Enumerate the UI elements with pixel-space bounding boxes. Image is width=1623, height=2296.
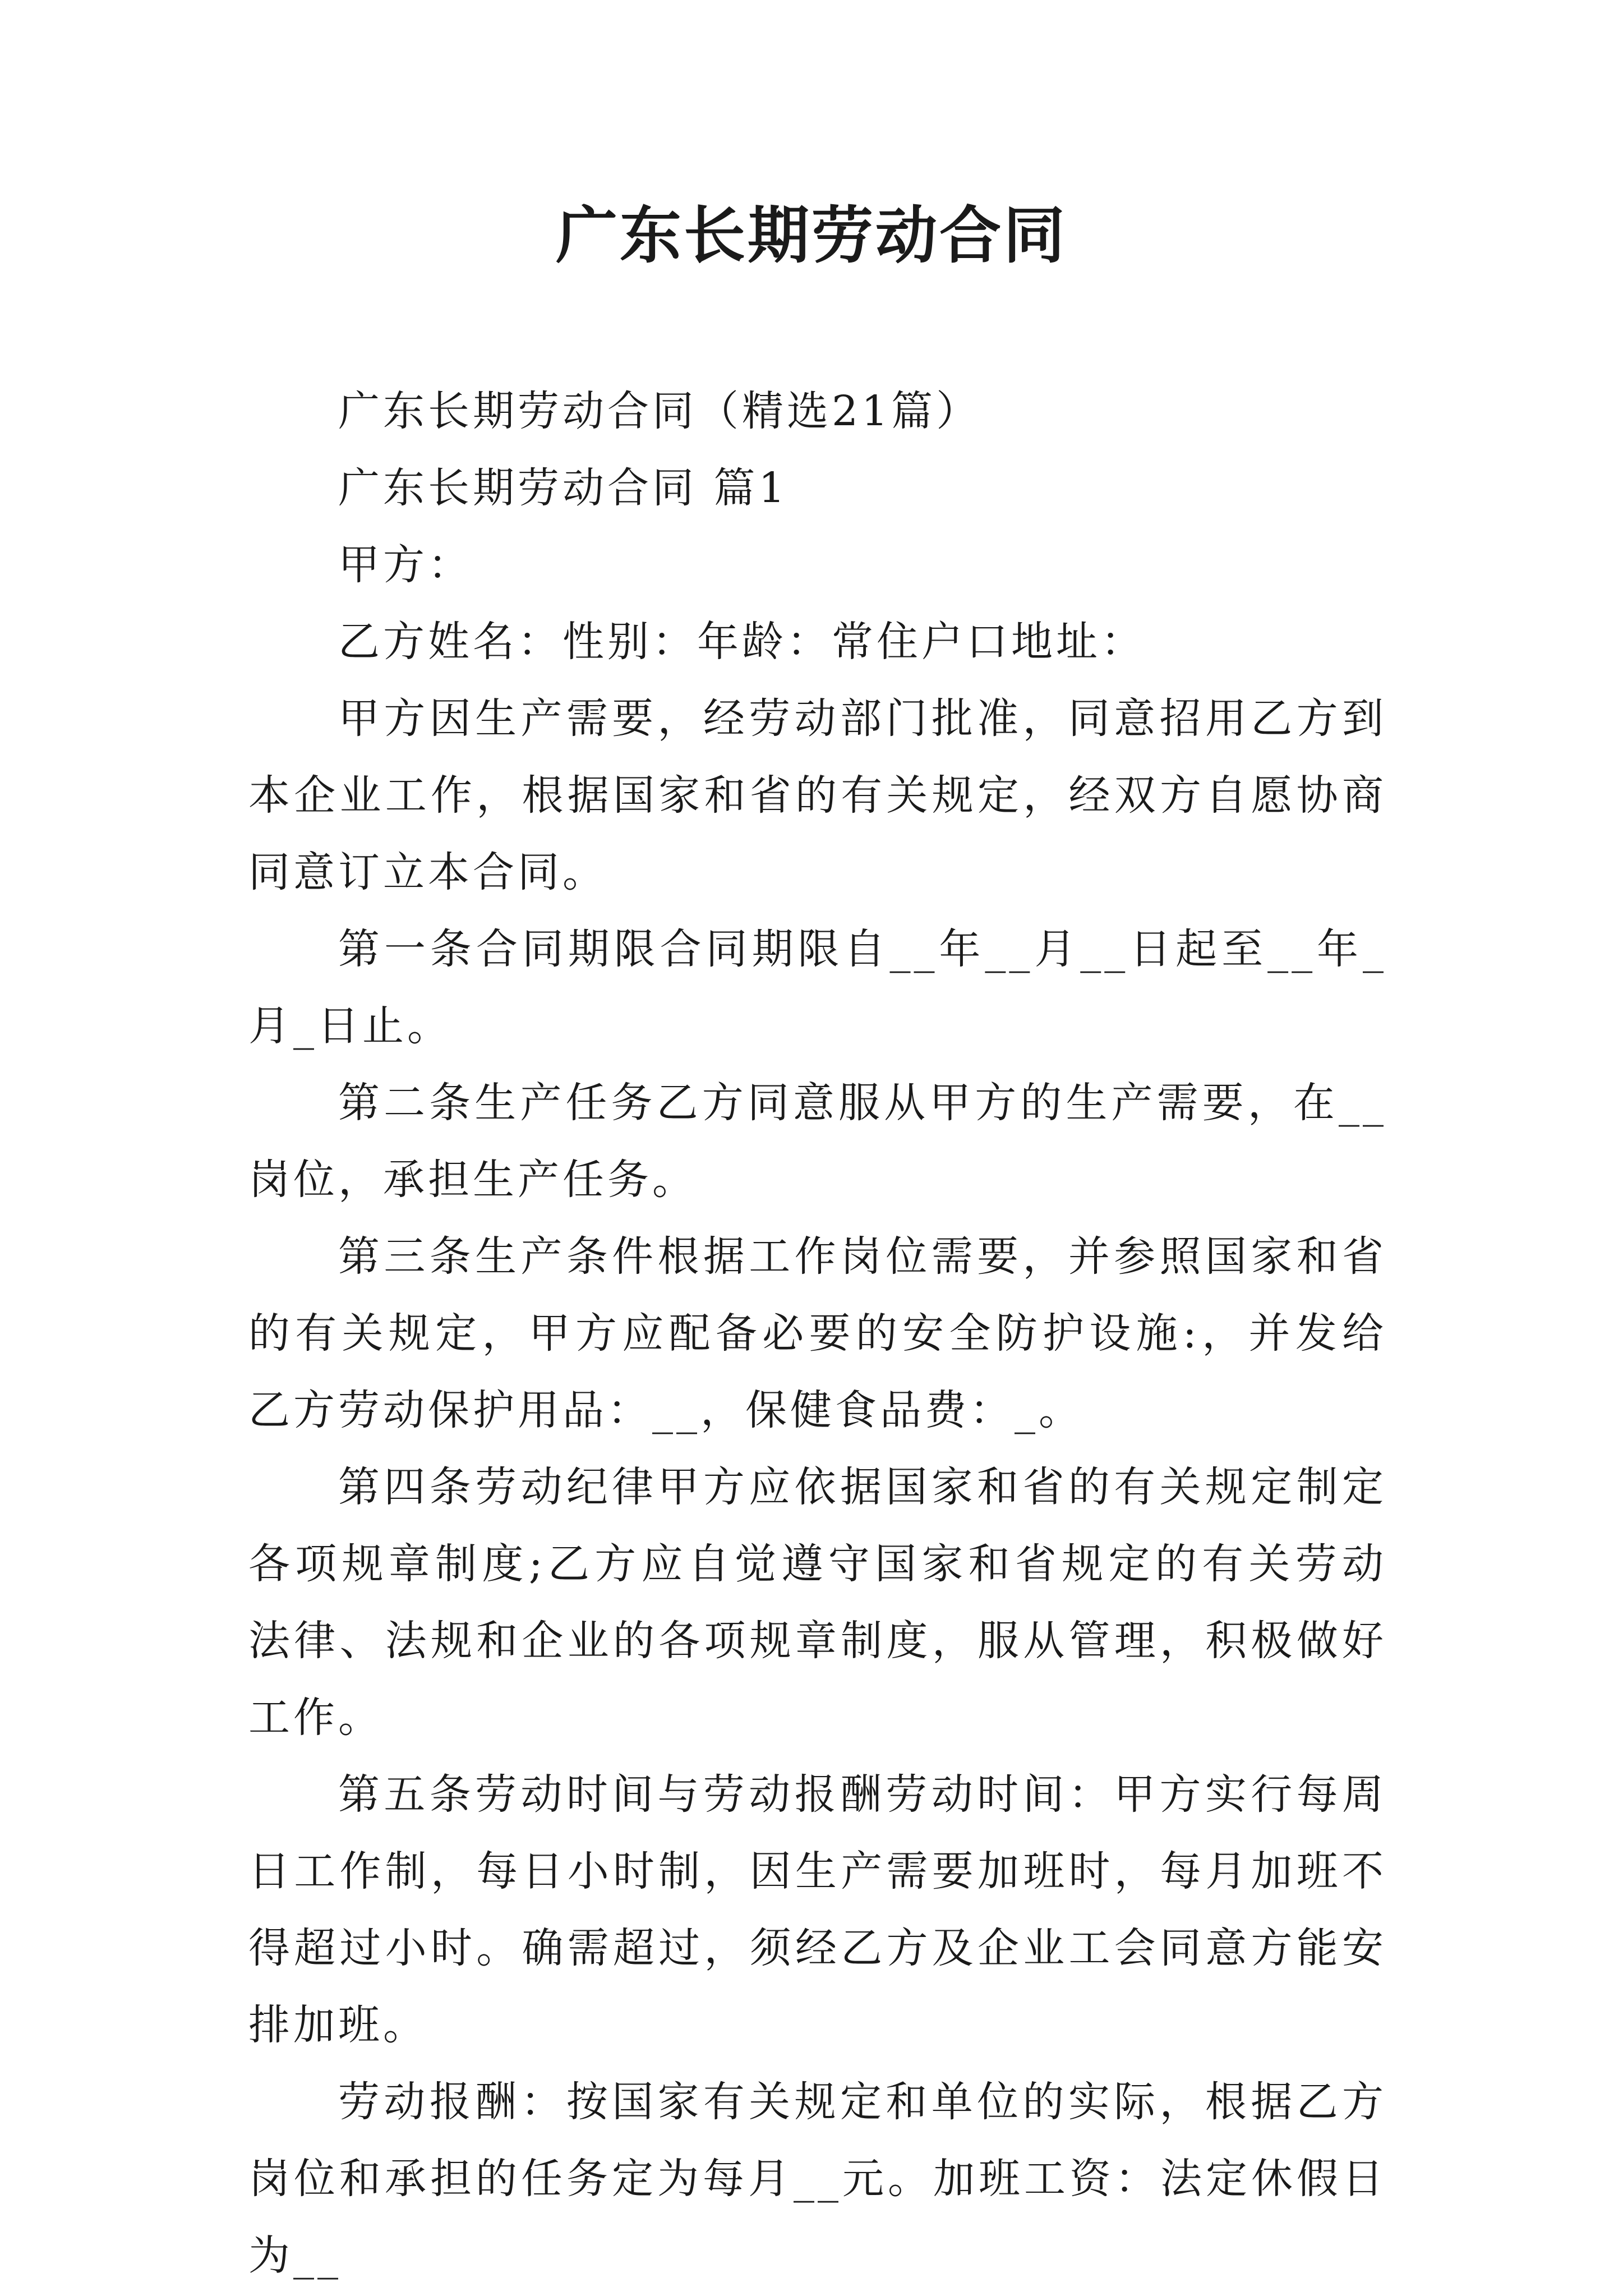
document-body (248, 373, 1387, 2294)
paragraph: 甲方因生产需要，经劳动部门批准，同意招用乙方到本企业工作，根据国家和省的有关规定，经双方自愿协商同意订立本合同。 (248, 694, 1387, 896)
paragraph: 第二条生产任务乙方同意服从甲方的生产需要，在__岗位，承担生产任务。 (248, 1079, 1387, 1204)
paragraph: 劳动报酬：按国家有关规定和单位的实际，根据乙方岗位和承担的任务定为每月__元。加班工资：法定休假日为__ (248, 2078, 1387, 2280)
document-title: 广东长期劳动合同 (556, 199, 1067, 272)
paragraph: 第五条劳动时间与劳动报酬劳动时间：甲方实行每周日工作制，每日小时制，因生产需要加班时，每月加班不得超过小时。确需超过，须经乙方及企业工会同意方能安排加班。 (248, 1770, 1387, 2049)
paragraph: 乙方姓名：性别：年龄：常住户口地址： (338, 618, 1146, 666)
paragraph: 广东长期劳动合同（精选21篇） (338, 387, 981, 435)
paragraph: 第一条合同期限合同期限自__年__月__日起至__年_月_日止。 (248, 925, 1387, 1050)
paragraph: 甲方： (338, 541, 473, 589)
paragraph: 广东长期劳动合同 篇1 (338, 464, 789, 512)
paragraph: 第三条生产条件根据工作岗位需要，并参照国家和省的有关规定，甲方应配备必要的安全防护设施:，并发给乙方劳动保护用品：__，保健食品费：_。 (248, 1232, 1387, 1434)
paragraph: 第四条劳动纪律甲方应依据国家和省的有关规定制定各项规章制度;乙方应自觉遵守国家和省规定的有关劳动法律、法规和企业的各项规章制度，服从管理，积极做好工作。 (248, 1463, 1387, 1742)
